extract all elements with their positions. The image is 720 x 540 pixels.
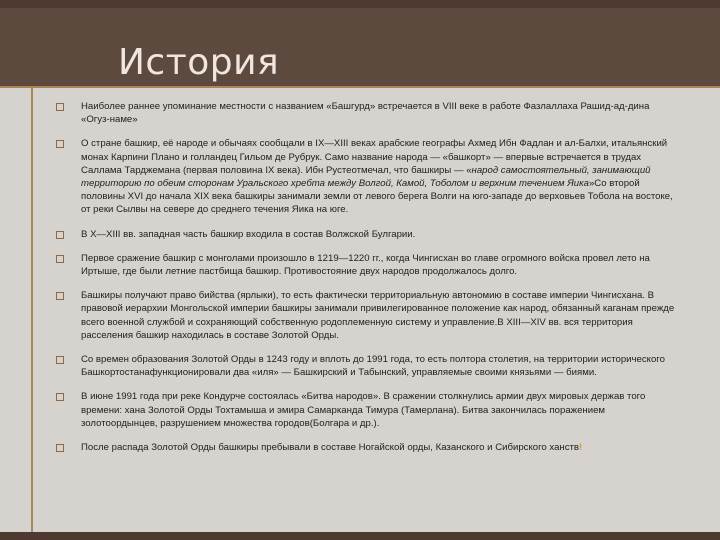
bottom-stripe: [0, 532, 720, 540]
list-item: [0, 289, 720, 342]
square-bullet-icon: [56, 103, 64, 111]
bullet-text: После распада Золотой Орды башкиры пребывали в составе Ногайской орды, Казанского и Сибирского ханств: [81, 442, 580, 454]
bullet-text: Первое сражение башкир с монголами произошло в 1219—1220 гг., когда Чингисхан во главе огромного войска провел лето на Иртыше, где были летние пастбища башкир. Противостояние двух народов продолжалось долго.: [81, 252, 650, 278]
list-item: [0, 100, 720, 126]
square-bullet-icon: [56, 444, 64, 452]
bullet-text: О стране башкир, её народе и обычаях сообщали в IX—XIII веках арабские географы Ахмед Ибн Фадлан и ал-Балхи, итальянский монах Карпини Плано и голландец Гильом де Рубрук. Само название народа — «башкорт» — впервые встречается в трудах Саллама Тарджемана (первая половина IX века). Ибн Рустеотмечал, что башкиры — «: [81, 138, 668, 176]
square-bullet-icon: [56, 292, 64, 300]
bullet-text: В X—XIII вв. западная часть башкир входила в состав Волжской Булгарии.: [81, 228, 416, 240]
square-bullet-icon: [56, 255, 64, 263]
bullet-text: Со времен образования Золотой Орды в 1243 году и вплоть до 1991 года, то есть полтора столетия, на территории исторического Башкортостанафункционировали два «иля» — Башкирский и Табынский, управляемые своими князьями — биями.: [81, 354, 665, 379]
bullet-text: В июне 1991 года при реке Кондурче состоялась «Битва народов». В сражении столкнулись армии двух мировых держав того времени: хана Золотой Орды Тохтамыша и эмира Самарканда Тимура (Тамерлана). Битва закончилась поражением золотоордынцев, разрушением множества городов(Болгара и др.).: [81, 391, 646, 429]
list-item: [0, 137, 720, 216]
list-item: [0, 228, 720, 241]
bullet-text-continued: »Со второй половины XVI до начала XIX века башкиры занимали земли от левого берега Волги на юго-западе до верховьев Тобола на востоке, от реки Сылвы на севере до среднего течения Яика на юге.: [81, 178, 673, 216]
bullet-text: Наиболее раннее упоминание местности с названием «Башгурд» встречается в VIII веке в работе Фазлаллаха Рашид-ад-дина «Огуз-наме»: [81, 101, 650, 126]
bullet-quote: народ самостоятельный, занимающий территорию по обеим сторонам Уральского хребта между Волгой, Камой, Тоболом и верхним течением Яика: [81, 164, 651, 190]
top-stripe: [0, 0, 720, 8]
slide-title: История: [118, 42, 280, 83]
title-band: [0, 8, 720, 86]
square-bullet-icon: [56, 356, 64, 364]
bullet-list: [0, 100, 720, 465]
bullet-text: Башкиры получают право бийства (ярлыки), то есть фактически территориальную автономию в составе империи Чингисхана. В правовой иерархии Монгольской империи башкиры занимали привилегированное положение как народ, обязанный каганам прежде всего военной службой и сохраняющий собственную родоплеменную систему и управление.В XIII—XIV вв. вся территория расселения башкир находилась в составе Золотой Орды.: [81, 290, 675, 341]
list-item: [0, 252, 720, 278]
square-bullet-icon: [56, 231, 64, 239]
square-bullet-icon: [56, 393, 64, 401]
accent-horizontal-line: [0, 86, 720, 88]
square-bullet-icon: [56, 140, 64, 148]
list-item: [0, 353, 720, 379]
list-item: [0, 390, 720, 430]
highlight-mark: !: [579, 442, 583, 454]
list-item: [0, 441, 720, 454]
